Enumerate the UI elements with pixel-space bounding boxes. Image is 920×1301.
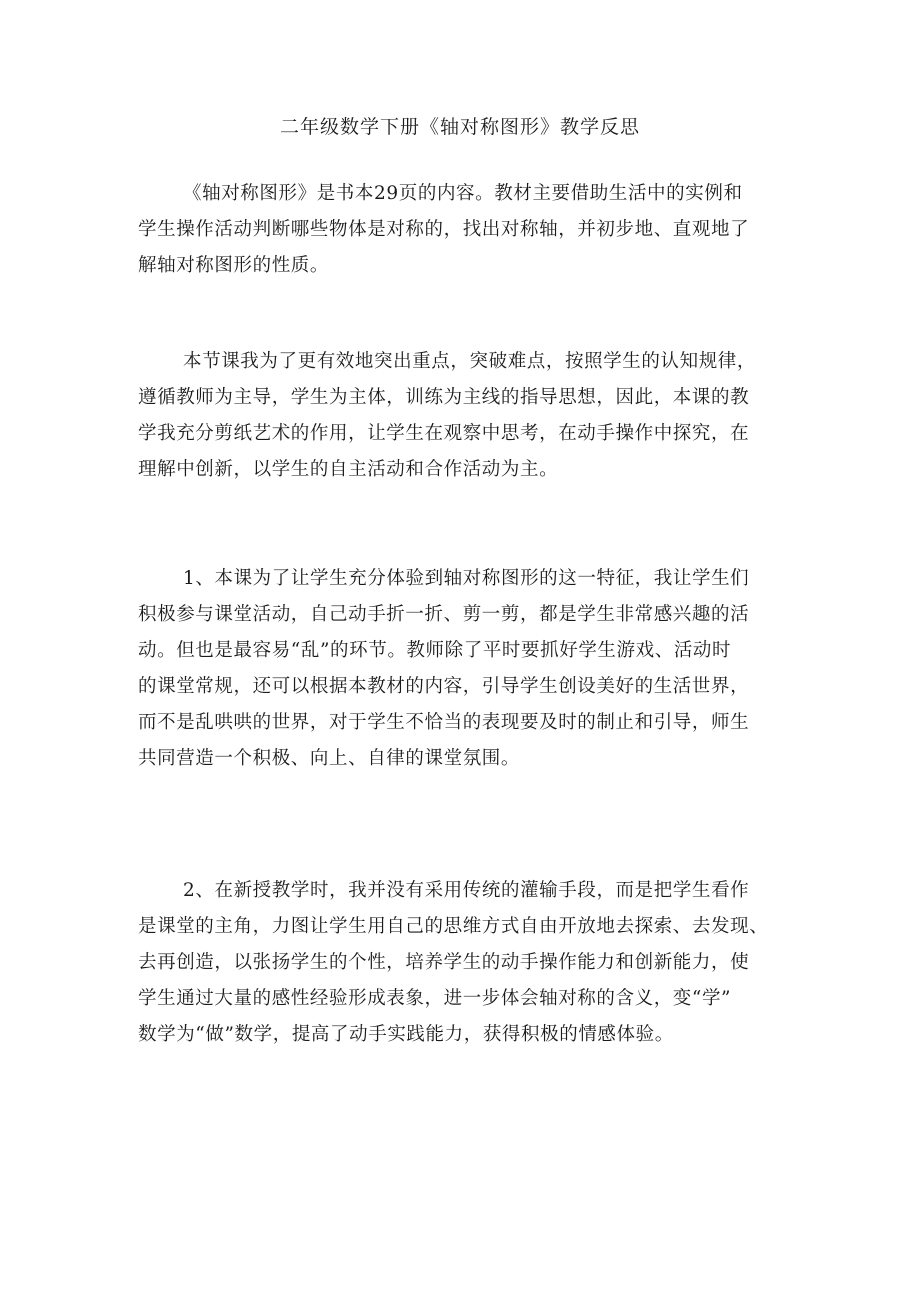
paragraph-point-2 — [138, 873, 798, 1053]
paragraph-line: 《轴对称图形》是书本29页的内容。教材主要借助生活中的实例和 — [183, 183, 743, 204]
paragraph-line: 去再创造，以张扬学生的个性，培养学生的动手操作能力和创新能力，使 — [138, 952, 750, 973]
paragraph-line: 解轴对称图形的性质。 — [138, 255, 330, 276]
document-title: 二年级数学下册《轴对称图形》教学反思 — [279, 116, 640, 138]
paragraph-line: 2、在新授教学时，我并没有采用传统的灌输手段，而是把学生看作 — [183, 880, 750, 901]
paragraph-line: 是课堂的主角，力图让学生用自己的思维方式自由开放地去探索、去发现、 — [138, 916, 769, 937]
paragraph-line: 的课堂常规，还可以根据本教材的内容，引导学生创设美好的生活世界， — [138, 676, 750, 697]
paragraph-line: 共同营造一个积极、向上、自律的课堂氛围。 — [138, 748, 521, 769]
paragraph-line: 学生通过大量的感性经验形成表象，进一步体会轴对称的含义，变“学” — [138, 988, 732, 1009]
paragraph-point-1 — [138, 561, 798, 777]
paragraph-line: 而不是乱哄哄的世界，对于学生不恰当的表现要及时的制止和引导，师生 — [138, 712, 750, 733]
paragraph-approach — [138, 344, 798, 488]
paragraph-line: 1、本课为了让学生充分体验到轴对称图形的这一特征，我让学生们 — [183, 568, 750, 589]
paragraph-line: 学我充分剪纸艺术的作用，让学生在观察中思考，在动手操作中探究，在 — [138, 423, 750, 444]
paragraph-line: 理解中创新，以学生的自主活动和合作活动为主。 — [138, 459, 559, 480]
paragraph-line: 遵循教师为主导，学生为主体，训练为主线的指导思想，因此，本课的教 — [138, 387, 750, 408]
paragraph-line: 本节课我为了更有效地突出重点，突破难点，按照学生的认知规律， — [183, 351, 757, 372]
paragraph-line: 学生操作活动判断哪些物体是对称的，找出对称轴，并初步地、直观地了 — [138, 219, 750, 240]
paragraph-line: 数学为“做”数学，提高了动手实践能力，获得积极的情感体验。 — [138, 1024, 674, 1045]
paragraph-line: 动。但也是最容易“乱”的环节。教师除了平时要抓好学生游戏、活动时 — [138, 640, 732, 661]
paragraph-line: 积极参与课堂活动，自己动手折一折、剪一剪，都是学生非常感兴趣的活 — [138, 604, 750, 625]
paragraph-intro — [138, 176, 798, 284]
